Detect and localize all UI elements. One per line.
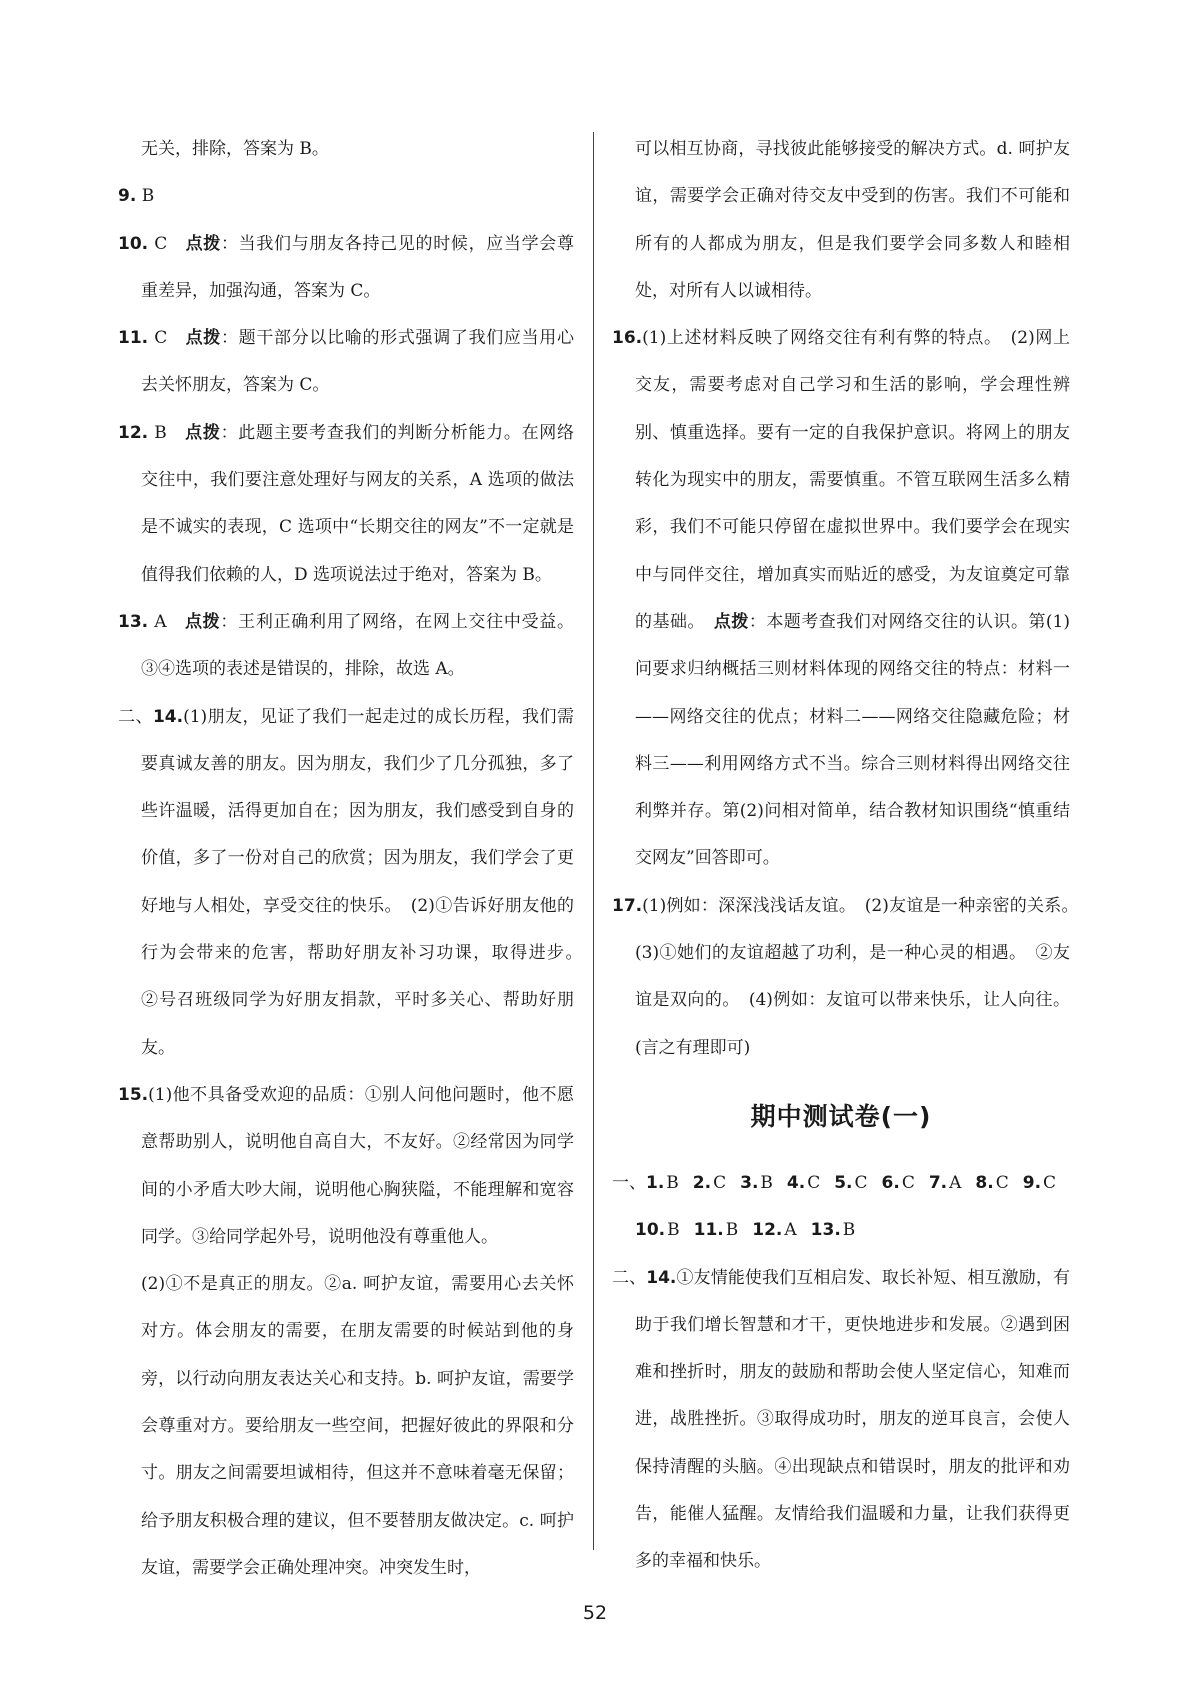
mc-answer: [811, 1220, 856, 1240]
item-answer: C: [854, 1172, 868, 1193]
mc-answer: [635, 1220, 680, 1240]
mc-answer: [752, 1220, 796, 1240]
item-answer: A: [784, 1220, 797, 1241]
item-answer: B: [725, 1220, 739, 1241]
q15-continuation: 可以相互协商，寻找彼此能够接受的解决方式。d. 呵护友谊，需要学会正确对待交友中受到的伤害。我们不可能和所有的人都成为朋友，但是我们要学会同多数人和睦相处，对所有人以诚相待。: [635, 139, 1070, 301]
item-number: 14.: [152, 706, 184, 727]
answer-item-14: [118, 694, 591, 1072]
mc-answer: [646, 1173, 679, 1193]
item-number: 4.: [786, 1172, 806, 1193]
item-number: 11.: [693, 1220, 724, 1241]
midterm-answer-item-14: [612, 1255, 1070, 1586]
item-answer: B: [842, 1220, 856, 1241]
item-answer: C: [995, 1172, 1009, 1193]
answer-item-17: [612, 883, 1087, 1072]
item-text: (1)朋友，见证了我们一起走过的成长历程，我们需要真诚友善的朋友。因为朋友，我们少了几分孤独，多了些许温暖，活得更加自在；因为朋友，我们感受到自身的价值，多了一份对自己的欣赏；因为朋友，我们学会了更好地与人相处，享受交往的快乐。 (2)①告诉好朋友他的行为会带来的危害，帮助好朋友补习功课，取得进步。 ②号召班级同学为好朋友捐款，平时多关心、帮助好朋友。: [141, 706, 591, 1058]
tip-text: ：当我们与朋友各持己见的时候，应当学会尊重差异，加强沟通，答案为 C。: [141, 233, 574, 301]
item-number: 13.: [118, 611, 149, 632]
tip-label: 点拨: [185, 233, 221, 254]
item-number: 2.: [692, 1172, 712, 1193]
item-answer: A: [148, 611, 185, 632]
item-number: 1.: [646, 1172, 665, 1193]
item-number: 15.: [118, 1084, 149, 1105]
tip-label: 点拨: [185, 422, 221, 443]
tip-text: ：王利正确利用了网络，在网上交往中受益。③④选项的表述是错误的，排除，故选 A。: [141, 611, 575, 680]
column-divider: [593, 132, 594, 1550]
mc-answers-row-2: [612, 1207, 1070, 1254]
mc-answer: [882, 1173, 915, 1193]
item-answer: C: [148, 328, 186, 349]
item-number: 14.: [646, 1267, 677, 1288]
item-answer: C: [148, 233, 186, 254]
answer-item-13: [118, 599, 574, 694]
item-answer: A: [949, 1172, 962, 1193]
item-text: (1)例如：深深浅浅话友谊。 (2)友谊是一种亲密的关系。 (3)①她们的友谊超越了功利，是一种心灵的相遇。 ②友谊是双向的。 (4)例如：友谊可以带来快乐，让人向往。(言之有理即可): [635, 895, 1087, 1058]
item-number: 12.: [752, 1220, 783, 1241]
item-answer: B: [667, 1220, 680, 1241]
item-answer: B: [760, 1172, 773, 1193]
item-number: 6.: [881, 1172, 900, 1193]
mc-answer: [834, 1173, 867, 1193]
tip-text: ：本题考查我们对网络交往的认识。第(1)问要求归纳概括三则材料体现的网络交往的特点：材料一——网络交往的优点；材料二——网络交往隐藏危险；材料三——利用网络方式不当。综合三则材料得出网络交往利弊并存。第(2)问相对简单，结合教材知识围绕“慎重结交网友”回答即可。: [635, 611, 1071, 869]
tip-text: ：题干部分以比喻的形式强调了我们应当用心去关怀朋友，答案为 C。: [141, 328, 574, 396]
tip-label: 点拨: [185, 328, 221, 349]
section-marker: 二、: [118, 706, 153, 727]
item-number: 8.: [975, 1172, 994, 1193]
answer-item-11: [118, 315, 574, 410]
mc-answer: [929, 1173, 962, 1193]
mc-answers-row-1: [612, 1160, 1070, 1207]
answer-item-16: [612, 315, 1070, 883]
mc-answer: [1023, 1173, 1056, 1193]
section-marker: 二、: [612, 1267, 647, 1288]
item-number: 13.: [810, 1220, 841, 1241]
item-text: ①友情能使我们互相启发、取长补短、相互激励，有助于我们增长智慧和才干，更快地进步和发展。②遇到困难和挫折时，朋友的鼓励和帮助会使人坚定信心，知难而进，战胜挫折。③取得成功时，朋友的逆耳良言，会使人保持清醒的头脑。④出现缺点和错误时，朋友的批评和劝告，能催人猛醒。友情给我们温暖和力量，让我们获得更多的幸福和快乐。: [635, 1267, 1071, 1572]
right-column: [612, 126, 1087, 1586]
section-marker: 一、: [612, 1172, 646, 1193]
item-number: 3.: [740, 1172, 759, 1193]
item-answer: C: [1043, 1172, 1057, 1193]
left-column: [118, 126, 591, 1592]
item-answer: B: [148, 422, 186, 443]
item-number: 17.: [612, 895, 643, 916]
section-title: 期中测试卷(一): [750, 1101, 932, 1131]
item-number: 10.: [635, 1220, 666, 1241]
page-number: 52: [582, 1602, 608, 1624]
answer-item-12: [118, 410, 574, 599]
item-text: (1)他不具备受欢迎的品质：①别人问他问题时，他不愿意帮助别人，说明他自高自大，不友好。②经常因为同学间的小矛盾大吵大闹，说明他心胸狭隘，不能理解和宽容同学。③给同学起外号，说明他没有尊重他人。: [141, 1084, 574, 1247]
q8-continuation: 无关，排除，答案为 B。: [141, 139, 329, 159]
item-number: 10.: [118, 233, 149, 254]
item-number: 12.: [118, 422, 149, 443]
tip-text: ：此题主要考查我们的判断分析能力。在网络交往中，我们要注意处理好与网友的关系，A 选项的做法是不诚实的表现，C 选项中“长期交往的网友”不一定就是值得我们依赖的人，D 选项说法过于绝对，答案为 B。: [141, 422, 575, 585]
mc-answer: [975, 1173, 1008, 1193]
item-number: 5.: [834, 1172, 853, 1193]
answer-item-15-part-2: [118, 1261, 574, 1592]
tip-label: 点拨: [184, 611, 221, 632]
item-answer: C: [807, 1172, 821, 1193]
item-answer: B: [136, 186, 155, 207]
answer-item-9: [118, 173, 574, 220]
item-number: 9.: [118, 186, 137, 207]
mc-answer: [694, 1220, 739, 1240]
item-number: 9.: [1022, 1172, 1042, 1193]
item-number: 7.: [928, 1172, 948, 1193]
item-answer: B: [666, 1172, 679, 1193]
mc-answer: [740, 1173, 773, 1193]
answer-item-10: [118, 221, 574, 316]
item-text: (1)上述材料反映了网络交往有利有弊的特点。 (2)网上交友，需要考虑对自己学习和生活的影响，学会理性辨别、慎重选择。要有一定的自我保护意识。将网上的朋友转化为现实中的朋友，需要慎重。不管互联网生活多么精彩，我们不可能只停留在虚拟世界中。我们要学会在现实中与同伴交往，增加真实而贴近的感受，为友谊奠定可靠的基础。: [635, 328, 1070, 632]
mc-answer: [693, 1173, 726, 1193]
item-text: (2)①不是真正的朋友。②a. 呵护友谊，需要用心去关怀对方。体会朋友的需要，在朋友需要的时候站到他的身旁，以行动向朋友表达关心和支持。b. 呵护友谊，需要学会尊重对方。要给朋友一些空间，把握好彼此的界限和分寸。朋友之间需要坦诚相待，但这并不意味着毫无保留；给予朋友积极合理的建议，但不要替朋友做决定。c. 呵护友谊，需要学会正确处理冲突。冲突发生时，: [141, 1274, 574, 1578]
item-answer: C: [901, 1172, 915, 1193]
tip-label: 点拨: [713, 611, 749, 632]
answer-item-15: [118, 1072, 574, 1261]
item-answer: C: [713, 1172, 727, 1193]
item-number: 11.: [118, 328, 149, 349]
item-number: 16.: [612, 328, 643, 349]
mc-answer: [787, 1173, 820, 1193]
